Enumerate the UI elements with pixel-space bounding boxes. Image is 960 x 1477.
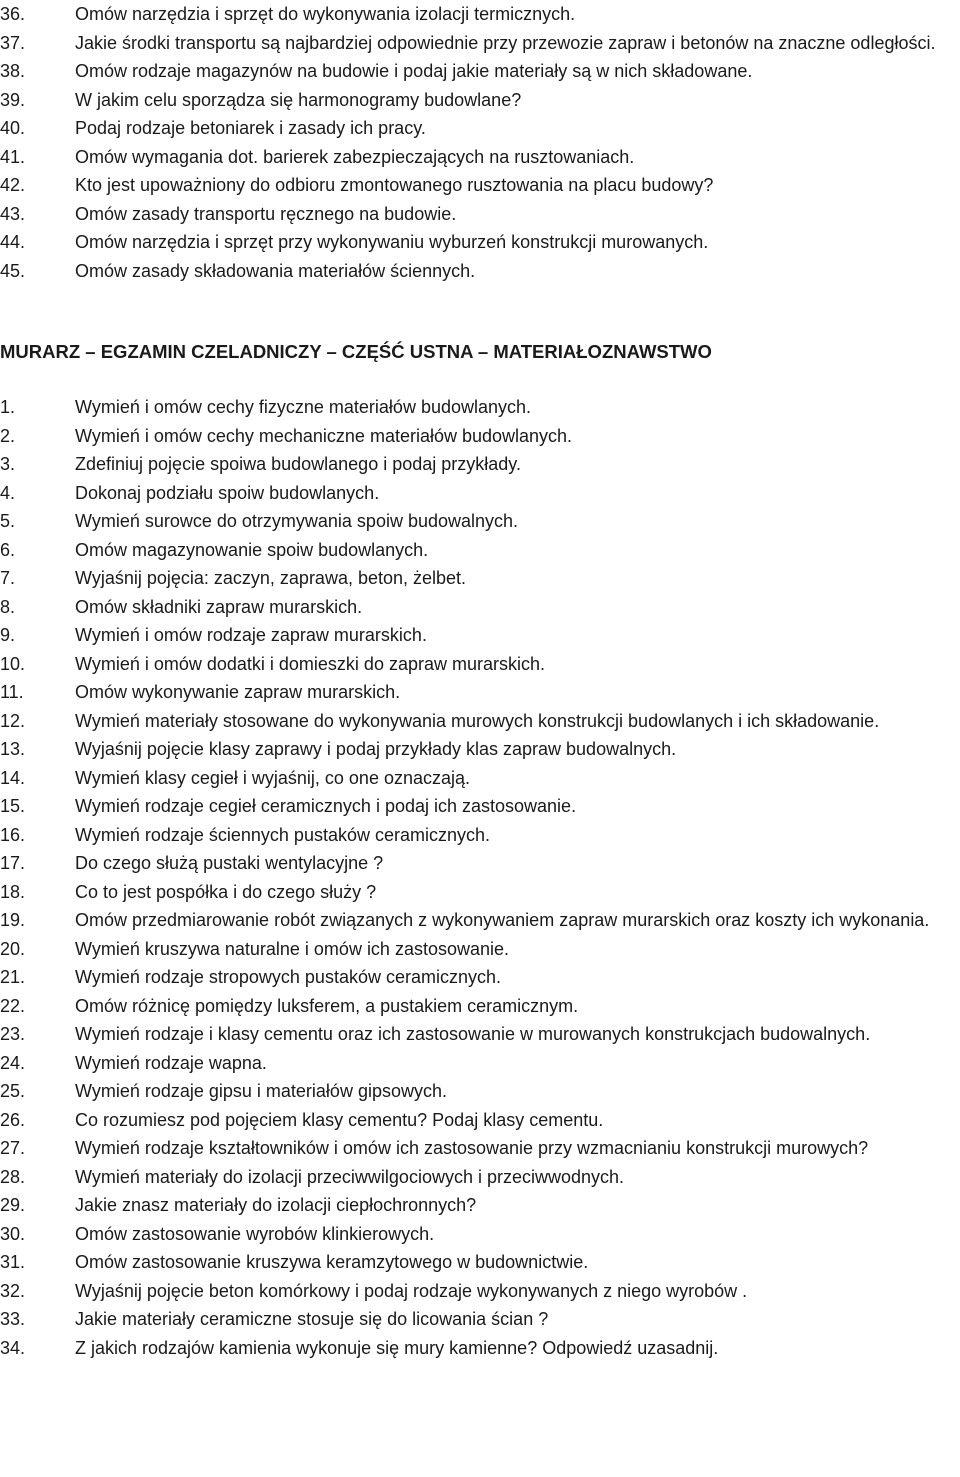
question-number: 6. — [0, 539, 16, 560]
question-item — [0, 1334, 960, 1363]
question-text: Wymień klasy cegieł i wyjaśnij, co one oznaczają. — [75, 767, 471, 788]
question-number: 23. — [0, 1024, 26, 1044]
question-number: 29. — [0, 1195, 26, 1215]
question-number: 45. — [0, 260, 26, 281]
question-text: Wymień rodzaje cegieł ceramicznych i podaj ich zastosowanie. — [75, 796, 577, 816]
question-item — [0, 849, 960, 878]
question-item — [0, 992, 960, 1021]
question-number: 32. — [0, 1280, 26, 1301]
question-item — [0, 1049, 960, 1078]
question-item — [0, 0, 960, 29]
question-number: 25. — [0, 1081, 26, 1101]
question-item — [0, 878, 960, 907]
question-item — [0, 564, 960, 593]
question-number: 30. — [0, 1223, 26, 1244]
question-number: 10. — [0, 653, 26, 674]
question-number: 9. — [0, 625, 16, 645]
question-number: 4. — [0, 482, 16, 503]
question-text: Z jakich rodzajów kamienia wykonuje się mury kamienne? Odpowiedź uzasadnij. — [75, 1337, 719, 1358]
question-number: 44. — [0, 232, 26, 252]
question-number: 37. — [0, 32, 26, 53]
question-text: Kto jest upoważniony do odbioru zmontowanego rusztowania na placu budowy? — [75, 175, 714, 195]
question-text: Podaj rodzaje betoniarek i zasady ich pracy. — [75, 118, 426, 138]
question-text: Wymień i omów dodatki i domieszki do zapraw murarskich. — [75, 653, 545, 674]
question-item — [0, 171, 960, 200]
question-text: Co to jest pospółka i do czego służy ? — [75, 881, 377, 902]
question-number: 14. — [0, 767, 26, 788]
question-number: 26. — [0, 1109, 26, 1130]
question-number: 38. — [0, 61, 26, 81]
question-item — [0, 1163, 960, 1192]
question-item — [0, 1106, 960, 1135]
question-text: Wymień i omów cechy fizyczne materiałów budowlanych. — [75, 397, 532, 417]
question-item — [0, 935, 960, 964]
question-item — [0, 1220, 960, 1249]
question-number: 31. — [0, 1252, 26, 1272]
question-number: 36. — [0, 4, 26, 24]
question-text: Wymień materiały stosowane do wykonywania murowych konstrukcji budowlanych i ich składowanie. — [75, 710, 880, 731]
question-item — [0, 1248, 960, 1277]
question-number: 19. — [0, 910, 26, 930]
question-number: 2. — [0, 425, 16, 446]
question-item — [0, 1277, 960, 1306]
question-item — [0, 963, 960, 992]
question-number: 21. — [0, 967, 26, 987]
question-item — [0, 393, 960, 422]
question-text: Wymień rodzaje wapna. — [75, 1052, 267, 1073]
question-text: Wymień i omów rodzaje zapraw murarskich. — [75, 625, 427, 645]
question-item — [0, 621, 960, 650]
question-item — [0, 536, 960, 565]
question-number: 17. — [0, 853, 26, 873]
question-number: 27. — [0, 1138, 26, 1158]
question-text: W jakim celu sporządza się harmonogramy budowlane? — [75, 89, 522, 110]
question-text: Omów zastosowanie wyrobów klinkierowych. — [75, 1223, 435, 1244]
question-item — [0, 143, 960, 172]
question-number: 20. — [0, 938, 26, 959]
question-text: Omów zasady składowania materiałów ściennych. — [75, 260, 476, 281]
question-number: 12. — [0, 710, 26, 731]
question-number: 16. — [0, 824, 26, 845]
question-text: Omów narzędzia i sprzęt do wykonywania izolacji termicznych. — [75, 4, 576, 24]
question-number: 1. — [0, 397, 16, 417]
question-number: 15. — [0, 796, 26, 816]
question-item — [0, 1305, 960, 1334]
question-number: 18. — [0, 881, 26, 902]
question-number: 33. — [0, 1309, 26, 1329]
question-text: Omów rodzaje magazynów na budowie i podaj jakie materiały są w nich składowane. — [75, 61, 753, 81]
question-number: 28. — [0, 1166, 26, 1187]
question-item — [0, 507, 960, 536]
question-number: 39. — [0, 89, 26, 110]
question-number: 8. — [0, 596, 16, 617]
question-text: Omów wykonywanie zapraw murarskich. — [75, 682, 401, 702]
question-item — [0, 906, 960, 935]
question-text: Omów różnicę pomiędzy luksferem, a pustakiem ceramicznym. — [75, 995, 579, 1016]
question-text: Wyjaśnij pojęcie klasy zaprawy i podaj przykłady klas zapraw budowalnych. — [75, 739, 677, 759]
question-list-top — [0, 0, 960, 285]
question-item — [0, 593, 960, 622]
question-item — [0, 86, 960, 115]
question-number: 5. — [0, 511, 16, 531]
question-text: Omów zastosowanie kruszywa keramzytowego w budownictwie. — [75, 1252, 589, 1272]
question-item — [0, 650, 960, 679]
question-text: Omów przedmiarowanie robót związanych z wykonywaniem zapraw murarskich oraz koszty ich wykonania. — [75, 910, 930, 930]
question-text: Jakie znasz materiały do izolacji ciepłochronnych? — [75, 1195, 477, 1215]
question-text: Omów magazynowanie spoiw budowlanych. — [75, 539, 429, 560]
question-item — [0, 707, 960, 736]
question-item — [0, 450, 960, 479]
question-item — [0, 29, 960, 58]
question-item — [0, 200, 960, 229]
question-item — [0, 228, 960, 257]
question-number: 43. — [0, 203, 26, 224]
question-item — [0, 735, 960, 764]
question-text: Wymień rodzaje kształtowników i omów ich zastosowanie przy wzmacnianiu konstrukcji murowych? — [75, 1138, 869, 1158]
question-text: Omów narzędzia i sprzęt przy wykonywaniu wyburzeń konstrukcji murowanych. — [75, 232, 709, 252]
question-text: Wymień rodzaje gipsu i materiałów gipsowych. — [75, 1081, 447, 1101]
question-item — [0, 821, 960, 850]
question-number: 22. — [0, 995, 26, 1016]
question-text: Wymień materiały do izolacji przeciwwilgociowych i przeciwwodnych. — [75, 1166, 625, 1187]
question-number: 40. — [0, 118, 26, 138]
question-text: Zdefiniuj pojęcie spoiwa budowlanego i podaj przykłady. — [75, 454, 521, 474]
question-item — [0, 792, 960, 821]
question-text: Omów składniki zapraw murarskich. — [75, 596, 363, 617]
question-text: Omów wymagania dot. barierek zabezpieczających na rusztowaniach. — [75, 146, 635, 167]
question-item — [0, 1020, 960, 1049]
question-item — [0, 1077, 960, 1106]
question-number: 42. — [0, 175, 26, 195]
question-text: Co rozumiesz pod pojęciem klasy cementu? Podaj klasy cementu. — [75, 1109, 604, 1130]
question-item — [0, 764, 960, 793]
question-list-materials — [0, 393, 960, 1362]
question-item — [0, 57, 960, 86]
question-number: 11. — [0, 682, 24, 702]
question-number: 13. — [0, 739, 26, 759]
question-item — [0, 422, 960, 451]
question-text: Wyjaśnij pojęcie beton komórkowy i podaj rodzaje wykonywanych z niego wyrobów . — [75, 1280, 748, 1301]
question-text: Wymień kruszywa naturalne i omów ich zastosowanie. — [75, 938, 510, 959]
question-text: Wymień rodzaje stropowych pustaków ceramicznych. — [75, 967, 501, 987]
question-text: Omów zasady transportu ręcznego na budowie. — [75, 203, 457, 224]
question-item — [0, 479, 960, 508]
question-number: 3. — [0, 454, 16, 474]
question-number: 24. — [0, 1052, 26, 1073]
question-item — [0, 1134, 960, 1163]
question-item — [0, 257, 960, 286]
question-number: 34. — [0, 1337, 26, 1358]
question-text: Wymień i omów cechy mechaniczne materiałów budowlanych. — [75, 425, 573, 446]
question-text: Dokonaj podziału spoiw budowlanych. — [75, 482, 380, 503]
question-text: Wyjaśnij pojęcia: zaczyn, zaprawa, beton, żelbet. — [75, 568, 467, 588]
question-text: Jakie materiały ceramiczne stosuje się do licowania ścian ? — [75, 1309, 549, 1329]
question-item — [0, 678, 960, 707]
section-heading: MURARZ – EGZAMIN CZELADNICZY – CZĘŚĆ USTNA – MATERIAŁOZNAWSTWO — [0, 341, 712, 362]
question-text: Wymień surowce do otrzymywania spoiw budowalnych. — [75, 511, 519, 531]
question-text: Wymień rodzaje i klasy cementu oraz ich zastosowanie w murowanych konstrukcjach budowalnych. — [75, 1024, 871, 1044]
question-item — [0, 1191, 960, 1220]
question-text: Wymień rodzaje ściennych pustaków ceramicznych. — [75, 824, 491, 845]
question-text: Do czego służą pustaki wentylacyjne ? — [75, 853, 384, 873]
question-number: 41. — [0, 146, 26, 167]
question-text: Jakie środki transportu są najbardziej odpowiednie przy przewozie zapraw i betonów na znaczne odległości. — [75, 32, 936, 53]
question-number: 7. — [0, 568, 16, 588]
question-item — [0, 114, 960, 143]
